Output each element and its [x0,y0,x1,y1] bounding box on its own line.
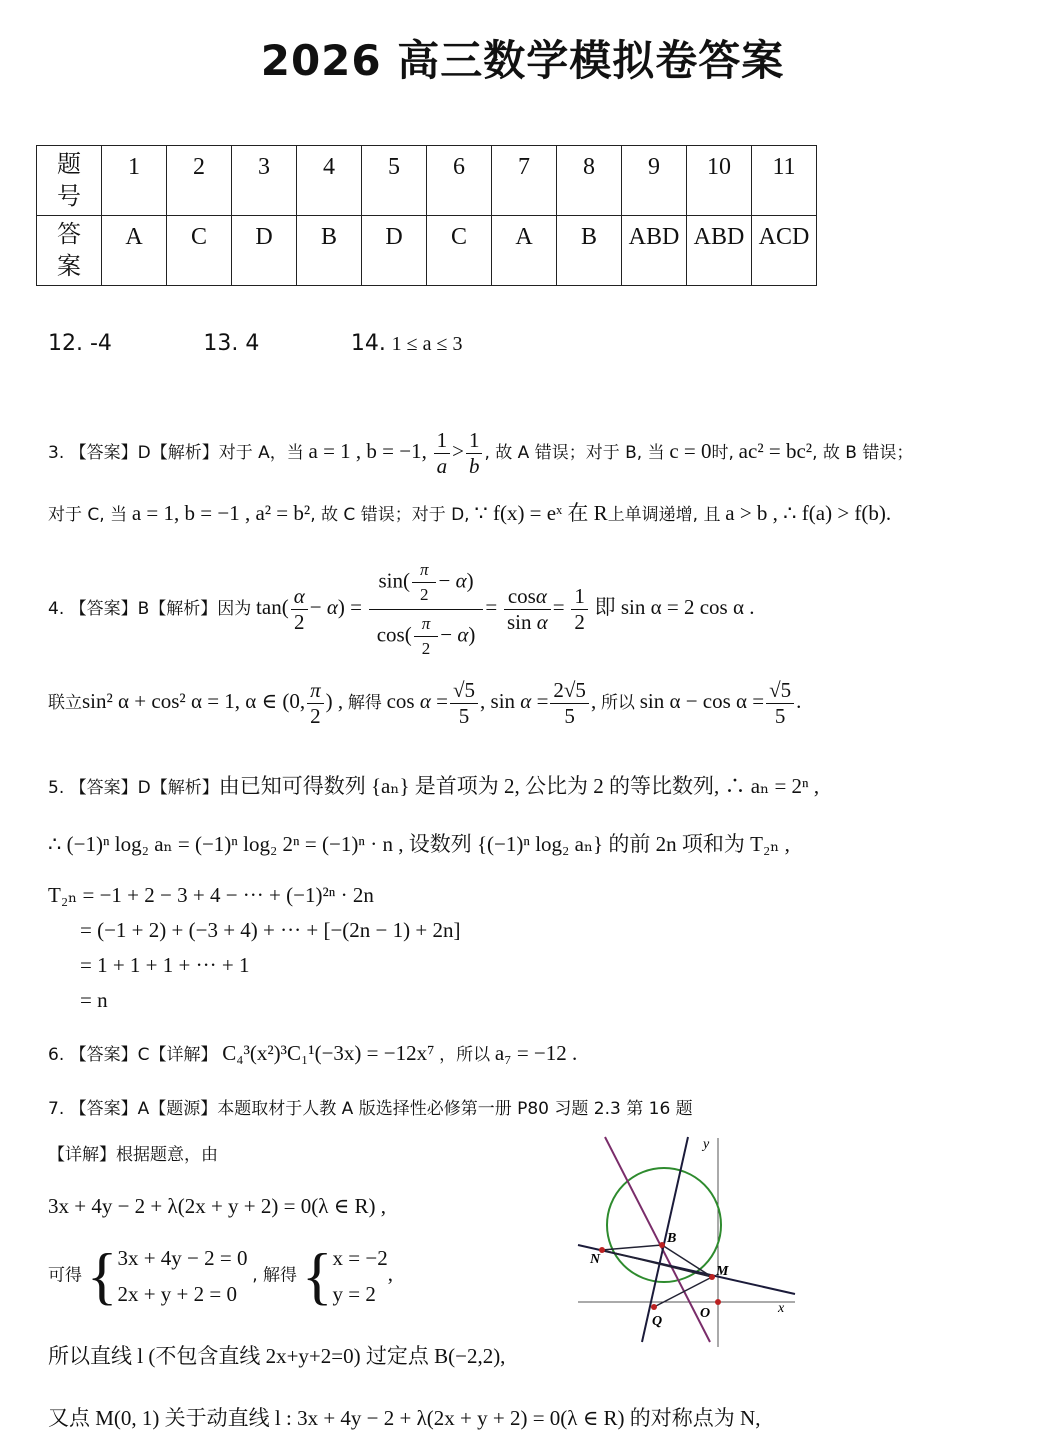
text: ，所以 [439,1045,491,1065]
q6-line [48,1040,577,1066]
left-brace: { [301,1240,333,1311]
row-header-answer: 答 案 [37,216,102,286]
table-cell: 3 [232,146,297,216]
label-o: O [700,1306,711,1321]
left-brace: { [86,1240,118,1311]
text: 解得 [347,692,382,713]
q3-line-2 [48,497,891,527]
math: a = 1 , b = −1, [308,438,427,463]
table-cell: 5 [362,146,427,216]
fill-answers [48,330,463,356]
answer-table [36,145,817,286]
q7-line-text: 所以直线 l (不包含直线 2x+y+2=0) 过定点 B(−2,2), [48,1344,506,1368]
text: , 解得 [252,1265,298,1286]
q7-equation: 3x + 4y − 2 + λ(2x + y + 2) = 0(λ ∈ R) , [48,1194,386,1218]
y-axis-label: y [703,1137,710,1152]
table-cell: 11 [752,146,817,216]
table-cell: D [362,216,427,286]
fraction: $\frac{\pi}{2}$ [307,678,324,729]
q7-label: 7. 【答案】A【题源】 [48,1099,218,1119]
q5-line-4: = (−1 + 2) + (−3 + 4) + ··· + [−(2n − 1) + 2n] [80,918,461,942]
q5-line-3: T₂ₙ = −1 + 2 − 3 + 4 − ··· + (−1)²ⁿ · 2n [48,883,374,907]
table-cell: 8 [557,146,622,216]
table-cell: 1 [102,146,167,216]
table-cell: ABD [687,216,752,286]
q7-last-line: 又点 M(0, 1) 关于动直线 l : 3x + 4y − 2 + λ(2x + y + 2) = 0(λ ∈ R) 的对称点为 N, [48,1406,761,1430]
table-cell: A [102,216,167,286]
fraction: $\frac{√5}{5}$ [766,678,794,729]
q5-label: 5. 【答案】D【解析】 [48,778,219,798]
q3-line-1: 3. 【答案】D【解析】对于 A，当 a = 1 , b = −1, $\frac{1}{a}$ > $\frac{1}{b}$ , 故 A 错误；对于 B, 当 c = 0时, ac² = bc², 故 B 错误； [48,428,914,478]
q14-answer: 1 ≤ a ≤ 3 [391,333,463,355]
system-equations: 3x + 4y − 2 = 0 2x + y + 2 = 0 [117,1246,248,1306]
point-b [659,1242,665,1248]
table-cell: ACD [752,216,817,286]
fraction: $\frac{1}{b}$ [466,428,483,479]
text: 可得 [48,1265,82,1286]
math: sin α − cos α = [639,688,765,713]
table-cell: C [167,216,232,286]
table-row [37,146,817,216]
table-cell: 7 [492,146,557,216]
math: 即 sin α = 2 cos α . [594,594,755,619]
system-solution: x = −2 y = 2 [332,1246,388,1306]
table-cell: 6 [427,146,492,216]
x-axis-label: x [778,1301,785,1316]
point-o [715,1299,721,1305]
table-row [37,216,817,286]
page-title: 2026 高三数学模拟卷答案 [260,36,785,85]
text: 所以 [600,692,635,713]
q14-label: 14. [350,331,386,356]
fraction: $\frac{2√5}{5}$ [550,678,589,729]
q12-answer: 12. -4 [48,331,112,356]
math: 由已知可得数列 {aₙ} 是首项为 2, 公比为 2 的等比数列, ∴ aₙ = 2ⁿ , [218,774,820,798]
q7-system: 可得 {3x + 4y − 2 = 0 2x + y + 2 = 0 , 解得 {x = −2 y = 2, [48,1240,393,1311]
point-m [709,1274,715,1280]
q3-label: 3. 【答案】D【解析】 [48,442,219,463]
fraction: $\frac{\alpha}{2}$ [291,584,308,635]
text: 联立 [48,692,82,713]
fraction: $\frac{1}{2}$ [571,584,588,635]
q7-line-1 [48,1094,693,1120]
table-cell: 4 [297,146,362,216]
text: , 故 B 错误； [812,442,914,463]
q4-line-2: 联立sin² α + cos² α = 1, α ∈ (0, $\frac{\pi}{2}$ ) , 解得 cos α = $\frac{√5}{5}$ , sin α = $\frac{2√5}{5}$ , 所以 sin α − cos α = $\frac{√5}{5}$ . [48,678,802,728]
text: 对于 A，当 [218,442,304,463]
fraction: $\frac{1}{a}$ [434,428,451,479]
math: ∴ (−1)ⁿ log₂ aₙ = (−1)ⁿ log₂ 2ⁿ = (−1)ⁿ · n , 设数列 {(−1)ⁿ log₂ aₙ} 的前 2n 项和为 T₂ₙ , [48,832,790,856]
text: 时, [711,442,734,463]
table-cell: D [232,216,297,286]
q7-detail: 【详解】根据题意，由 [48,1145,218,1165]
q4-line-1: 4. 【答案】B【解析】因为 tan( $\frac{\alpha}{2}$ − α) = sin( $\frac{\pi}{2}$ − α) cos( $\frac{\pi}{2}$ − α) = $\frac{\cos\alpha}{\text{sin α}}$ = $\frac{1}{2}$ 即 sin α = 2 cos α . [48,556,754,663]
table-cell: C [427,216,492,286]
table-cell: 2 [167,146,232,216]
q5-line-6: = n [80,988,108,1012]
q5-line-2 [48,828,790,858]
math: ac² = bc² [738,438,813,463]
label-m: M [716,1264,729,1279]
math: c = 0 [669,438,712,463]
text: 本题取材于人教 A 版选择性必修第一册 P80 习题 2.3 第 16 题 [217,1099,693,1119]
label-q: Q [652,1314,663,1329]
q5-line-1 [48,770,819,800]
text: 因为 [217,598,252,619]
math: a = 1, b = −1 , a² = b² [131,501,311,525]
math: C₄³(x²)³C₁¹(−3x) = −12x⁷ [222,1041,435,1065]
q4-label: 4. 【答案】B【解析】 [48,598,218,619]
table-cell: 10 [687,146,752,216]
q7-figure [570,1132,805,1352]
math: sin² α + cos² α = 1, α ∈ (0, [82,688,306,713]
table-cell: B [297,216,362,286]
row-header-number: 题 号 [37,146,102,216]
table-cell: ABD [622,216,687,286]
label-b: B [667,1231,677,1246]
table-cell: A [492,216,557,286]
table-cell: 9 [622,146,687,216]
text: , 故 A 错误；对于 B, 当 [484,442,665,463]
math: ∵ f(x) = eˣ 在 R [474,501,608,525]
fraction: $\frac{√5}{5}$ [450,678,478,729]
table-cell: B [557,216,622,286]
text: 上单调递增, 且 [607,505,721,525]
label-n: N [590,1252,601,1267]
text: , 故 C 错误；对于 D, [310,505,470,525]
fraction: sin( $\frac{\pi}{2}$ − α) cos( $\frac{\pi}{2}$ − α) [369,556,484,663]
fraction: $\frac{\cos\alpha}{\text{sin α}}$ [504,584,551,635]
q5-line-5: = 1 + 1 + 1 + ··· + 1 [80,953,250,977]
q6-label: 6. 【答案】C【详解】 [48,1045,218,1065]
text: 对于 C, 当 [48,505,128,525]
q13-answer: 13. 4 [203,331,260,356]
math: a > b , ∴ f(a) > f(b). [725,501,892,525]
point-q [651,1304,657,1310]
math: a₇ = −12 . [494,1041,578,1065]
